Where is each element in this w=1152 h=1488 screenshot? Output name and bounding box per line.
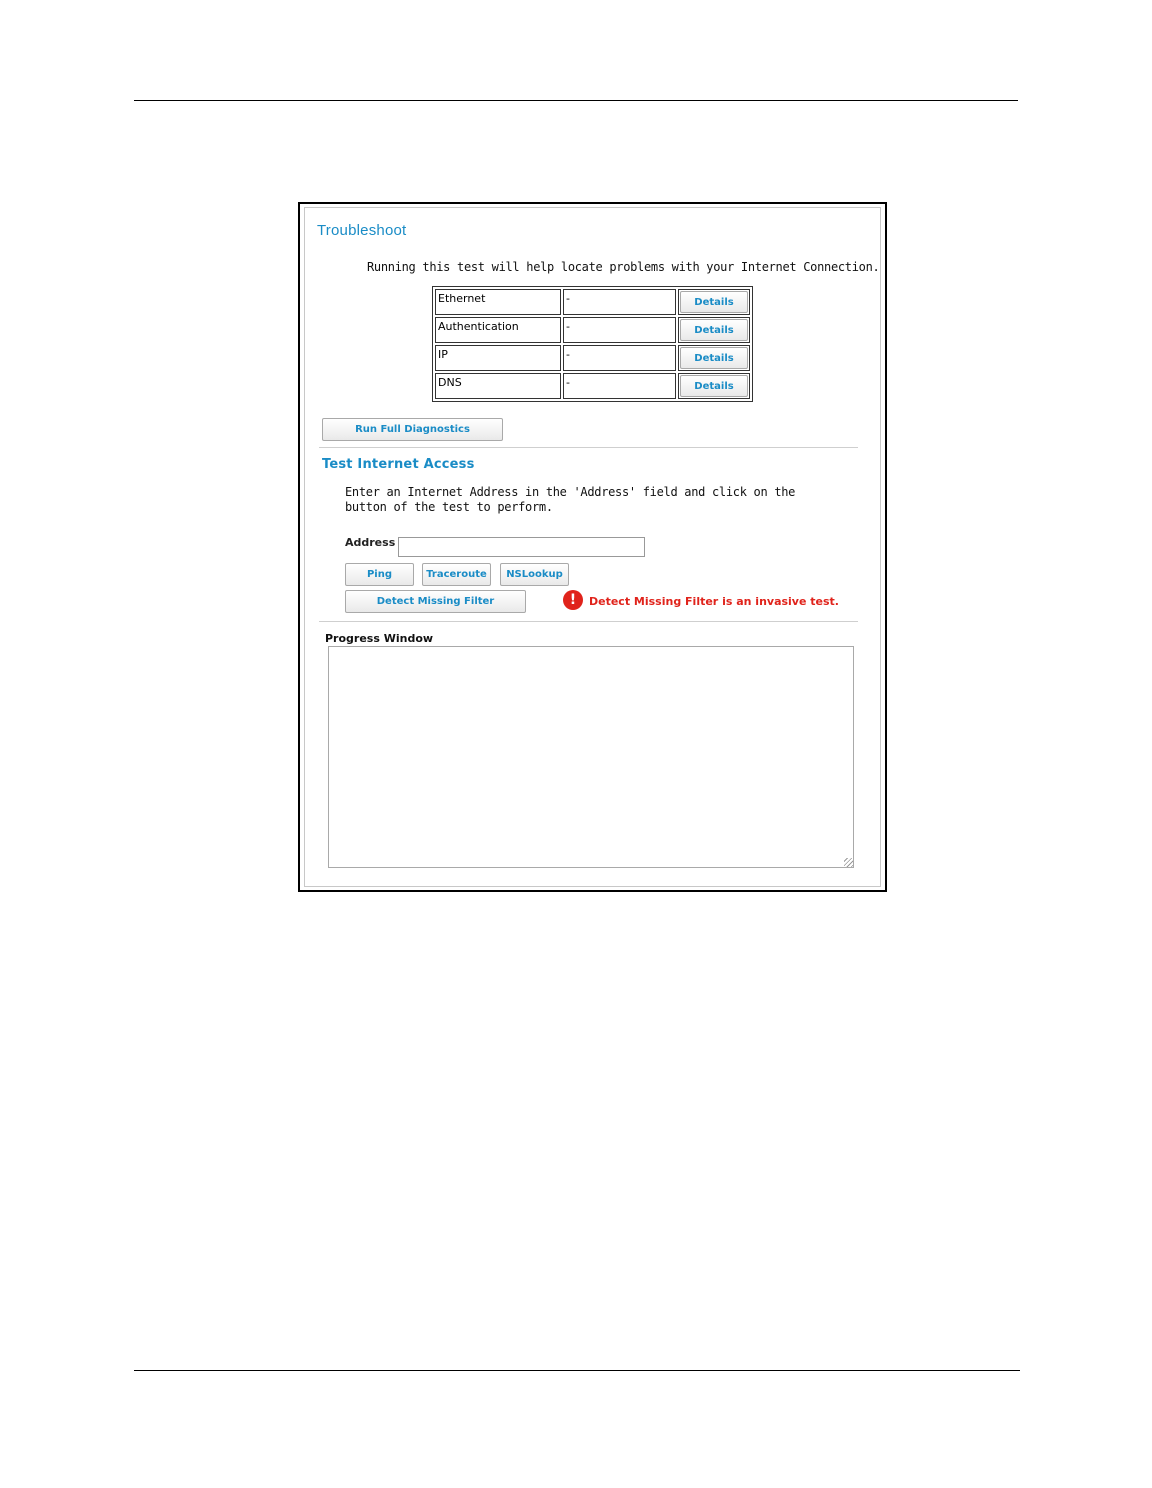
table-row bbox=[435, 317, 750, 343]
warning-icon: ! bbox=[563, 590, 583, 610]
details-cell bbox=[678, 345, 750, 371]
header-rule bbox=[134, 100, 1018, 101]
section-divider bbox=[319, 621, 858, 622]
status-value: - bbox=[563, 373, 676, 399]
details-cell bbox=[678, 289, 750, 315]
instructions-text: Enter an Internet Address in the 'Address' field and click on the button of the test to perform. bbox=[345, 485, 796, 514]
traceroute-button[interactable]: Traceroute bbox=[422, 563, 491, 586]
resize-grip-icon[interactable] bbox=[844, 858, 853, 867]
footer-rule bbox=[134, 1370, 1020, 1371]
table-row bbox=[435, 345, 750, 371]
address-input[interactable] bbox=[398, 537, 645, 557]
details-cell bbox=[678, 373, 750, 399]
intro-text: Running this test will help locate problems with your Internet Connection. bbox=[367, 260, 880, 274]
status-table bbox=[432, 286, 753, 402]
test-internet-access-title: Test Internet Access bbox=[322, 457, 475, 472]
status-value: - bbox=[563, 345, 676, 371]
run-full-diagnostics-button[interactable]: Run Full Diagnostics bbox=[322, 418, 503, 441]
table-row bbox=[435, 373, 750, 399]
ping-button[interactable]: Ping bbox=[345, 563, 414, 586]
dns-details-button[interactable]: Details bbox=[680, 375, 748, 397]
warning-text: Detect Missing Filter is an invasive test. bbox=[589, 595, 839, 608]
section-divider bbox=[319, 447, 858, 448]
status-name: Ethernet bbox=[435, 289, 561, 315]
status-value: - bbox=[563, 289, 676, 315]
status-name: Authentication bbox=[435, 317, 561, 343]
detect-missing-filter-button[interactable]: Detect Missing Filter bbox=[345, 590, 526, 613]
address-label: Address bbox=[345, 536, 396, 549]
screenshot-frame bbox=[298, 202, 887, 892]
status-value: - bbox=[563, 317, 676, 343]
ip-details-button[interactable]: Details bbox=[680, 347, 748, 369]
progress-window[interactable] bbox=[328, 646, 854, 868]
nslookup-button[interactable]: NSLookup bbox=[500, 563, 569, 586]
troubleshoot-panel bbox=[304, 207, 881, 887]
table-row bbox=[435, 289, 750, 315]
details-cell bbox=[678, 317, 750, 343]
authentication-details-button[interactable]: Details bbox=[680, 319, 748, 341]
ethernet-details-button[interactable]: Details bbox=[680, 291, 748, 313]
status-name: DNS bbox=[435, 373, 561, 399]
page-title: Troubleshoot bbox=[317, 222, 407, 239]
progress-window-label: Progress Window bbox=[325, 632, 434, 645]
status-name: IP bbox=[435, 345, 561, 371]
